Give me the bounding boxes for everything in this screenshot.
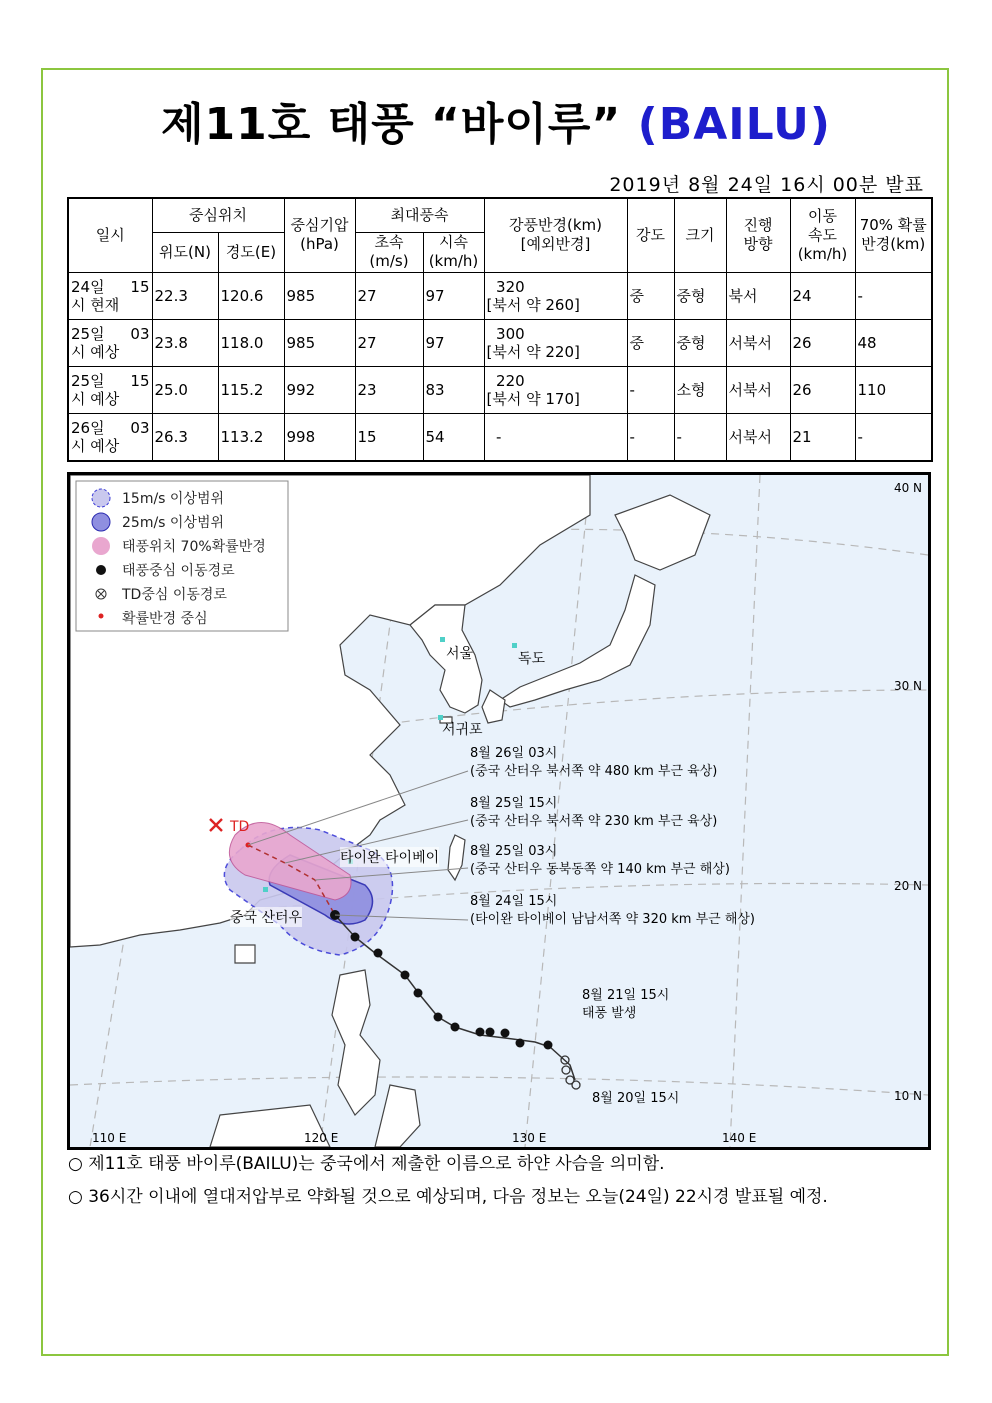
cell-ms: 15 (355, 413, 423, 461)
lat-label-40: 40 N (893, 481, 922, 495)
cell-ms: 27 (355, 319, 423, 366)
cell-radius: 220 [북서 약 170] (484, 366, 627, 413)
cell-lat: 23.8 (152, 319, 218, 366)
cell-datetime: 25일 15 시 예상 (68, 366, 152, 413)
japan-kyushu (482, 690, 505, 723)
header-ms: 초속 (m/s) (355, 232, 423, 272)
cell-direction: 서북서 (726, 366, 790, 413)
annotation-0825-15: 8월 25일 15시 (중국 산터우 북서쪽 약 230 km 부근 육상) (470, 796, 718, 829)
cell-pressure: 985 (284, 272, 355, 319)
cell-size: - (674, 413, 726, 461)
label-seoul: 서울 (446, 646, 474, 662)
title-main: 제11호 태풍 “바이루” (161, 99, 622, 150)
cell-kmh: 97 (423, 319, 484, 366)
taiwan (448, 835, 465, 880)
typhoon-track-map (67, 472, 931, 1150)
table-row (68, 319, 932, 366)
cell-intensity: - (627, 366, 674, 413)
annotation-start: 8월 20일 15시 (592, 1091, 680, 1106)
header-intensity: 강도 (627, 198, 674, 272)
table-row (68, 366, 932, 413)
label-dokdo: 독도 (518, 651, 546, 667)
cell-prob: - (855, 272, 932, 319)
visayas (375, 1085, 420, 1147)
table-row (68, 413, 932, 461)
cell-intensity: - (627, 413, 674, 461)
label-td: TD (230, 819, 250, 835)
cell-direction: 서북서 (726, 413, 790, 461)
cell-size: 중형 (674, 319, 726, 366)
japan-honshu (500, 575, 655, 707)
cell-lon: 118.0 (218, 319, 284, 366)
label-seogwipo: 서귀포 (442, 722, 483, 738)
legend-track: 태풍중심 이동경로 (122, 563, 235, 579)
header-kmh: 시속 (km/h) (423, 232, 484, 272)
legend-prob70: 태풍위치 70%확률반경 (122, 539, 266, 555)
header-size: 크기 (674, 198, 726, 272)
header-datetime: 일시 (68, 198, 152, 272)
wind-areas (224, 823, 392, 956)
cell-lon: 113.2 (218, 413, 284, 461)
header-speed: 이동 속도 (km/h) (790, 198, 855, 272)
label-taipei: 타이완 타이베이 (340, 847, 439, 867)
japan-hokkaido (615, 495, 710, 570)
header-max-wind: 최대풍속 (355, 198, 484, 232)
lat-label-30: 30 N (893, 679, 922, 693)
label-shantou: 중국 산터우 (230, 907, 302, 927)
cell-kmh: 97 (423, 272, 484, 319)
cell-pressure: 998 (284, 413, 355, 461)
cell-lat: 22.3 (152, 272, 218, 319)
cell-intensity: 중 (627, 272, 674, 319)
title-english: (BAILU) (637, 99, 831, 150)
header-gale-radius: 강풍반경(km) [예외반경] (484, 198, 627, 272)
cell-radius: - (484, 413, 627, 461)
cell-ms: 27 (355, 272, 423, 319)
table-row (68, 272, 932, 319)
cell-size: 중형 (674, 272, 726, 319)
cell-kmh: 83 (423, 366, 484, 413)
lon-label-140: 140 E (722, 1131, 757, 1145)
page-title (0, 88, 992, 152)
cell-kmh: 54 (423, 413, 484, 461)
legend-wind15: 15m/s 이상범위 (122, 491, 225, 507)
notes (68, 1148, 828, 1214)
cell-direction: 서북서 (726, 319, 790, 366)
cell-ms: 23 (355, 366, 423, 413)
legend-wind25: 25m/s 이상범위 (122, 515, 225, 531)
note-name-origin: ○ 제11호 태풍 바이루(BAILU)는 중국에서 제출한 이름으로 하얀 사슴을 의미함. (68, 1154, 665, 1174)
note-forecast: ○ 36시간 이내에 열대저압부로 약화될 것으로 예상되며, 다음 정보는 오늘(24일) 22시경 발표될 예정. (68, 1187, 828, 1207)
header-prob-radius: 70% 확률 반경(km) (855, 198, 932, 272)
cell-prob: - (855, 413, 932, 461)
lon-label-110: 110 E (92, 1131, 127, 1145)
header-direction: 진행 방향 (726, 198, 790, 272)
track-marks (351, 933, 553, 1050)
cell-speed: 24 (790, 272, 855, 319)
legend-prob-center: 확률반경 중심 (122, 611, 208, 627)
header-lat: 위도(N) (152, 232, 218, 272)
annotation-0826-03: 8월 26일 03시 (중국 산터우 북서쪽 약 480 km 부근 육상) (470, 746, 718, 779)
header-lon: 경도(E) (218, 232, 284, 272)
lon-label-120: 120 E (304, 1131, 339, 1145)
cell-prob: 110 (855, 366, 932, 413)
cell-lon: 120.6 (218, 272, 284, 319)
legend-labels (122, 487, 266, 631)
cell-intensity: 중 (627, 319, 674, 366)
cell-datetime: 26일 03 시 예상 (68, 413, 152, 461)
cell-lat: 26.3 (152, 413, 218, 461)
cell-speed: 21 (790, 413, 855, 461)
annotation-0825-03: 8월 25일 03시 (중국 산터우 동북동쪽 약 140 km 부근 해상) (470, 844, 730, 877)
issued-date: 2019년 8월 24일 16시 00분 발표 (609, 174, 924, 196)
luzon (332, 970, 380, 1115)
cell-datetime: 24일 15 시 현재 (68, 272, 152, 319)
annotation-genesis: 8월 21일 15시 태풍 발생 (582, 988, 670, 1021)
td-marks (561, 1056, 580, 1089)
cell-pressure: 992 (284, 366, 355, 413)
cell-speed: 26 (790, 319, 855, 366)
typhoon-info-table (67, 197, 933, 462)
cell-lat: 25.0 (152, 366, 218, 413)
cell-lon: 115.2 (218, 366, 284, 413)
legend-td-track: TD중심 이동경로 (122, 587, 227, 603)
cell-radius: 320 [북서 약 260] (484, 272, 627, 319)
cell-direction: 북서 (726, 272, 790, 319)
cell-speed: 26 (790, 366, 855, 413)
hainan (235, 945, 255, 963)
annotation-0824-15: 8월 24일 15시 (타이완 타이베이 남남서쪽 약 320 km 부근 해상) (470, 894, 756, 927)
header-pressure: 중심기압 (hPa) (284, 198, 355, 272)
cell-prob: 48 (855, 319, 932, 366)
cell-radius: 300 [북서 약 220] (484, 319, 627, 366)
lat-label-10: 10 N (893, 1089, 922, 1103)
cell-size: 소형 (674, 366, 726, 413)
lon-label-130: 130 E (512, 1131, 547, 1145)
lat-label-20: 20 N (893, 879, 922, 893)
header-center-position: 중심위치 (152, 198, 284, 232)
cell-pressure: 985 (284, 319, 355, 366)
cell-datetime: 25일 03 시 예상 (68, 319, 152, 366)
